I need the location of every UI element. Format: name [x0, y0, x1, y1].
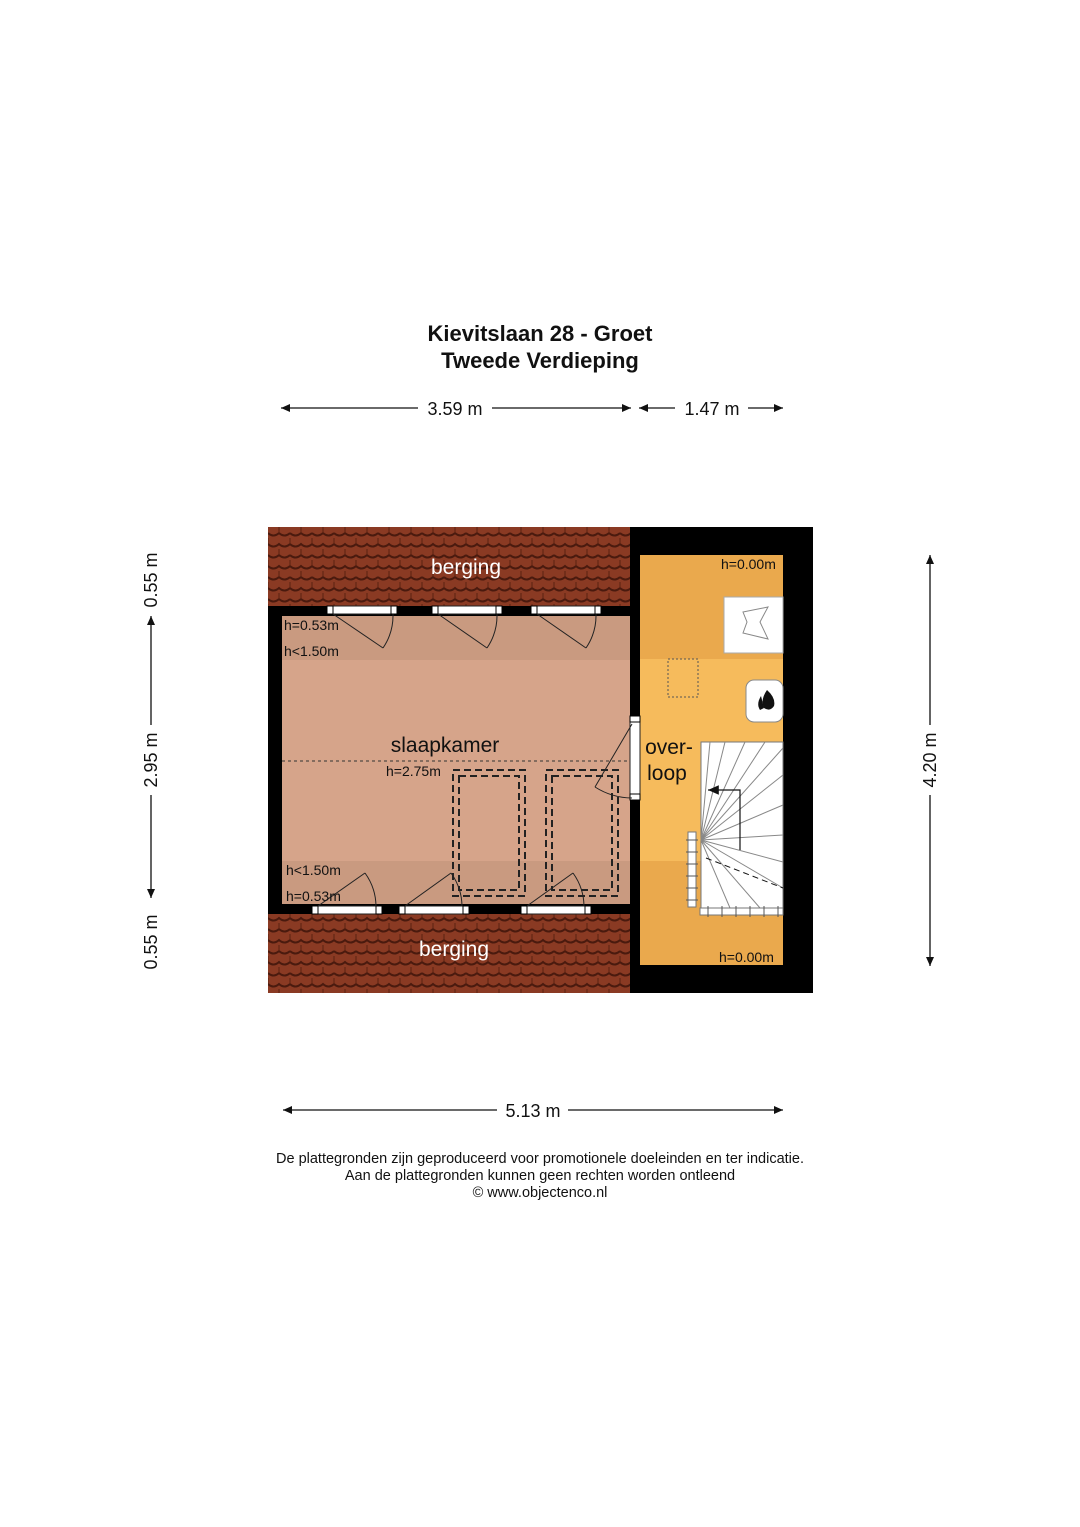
dimension-bottom	[283, 1101, 783, 1121]
plan-title: Kievitslaan 28 - Groet	[427, 321, 653, 346]
height-label: h<1.50m	[284, 643, 339, 659]
dimension-top-right	[639, 399, 783, 419]
svg-text:0.55 m: 0.55 m	[141, 552, 161, 608]
disclaimer-line-2: Aan de plattegronden kunnen geen rechten worden ontleend	[344, 1168, 736, 1184]
height-label: h=0.00m	[721, 556, 776, 572]
attic-hatch	[724, 597, 783, 653]
svg-text:2.95 m: 2.95 m	[141, 732, 161, 788]
room-label-landing-1: over-	[645, 736, 693, 759]
room-label-storage-bottom: berging	[418, 938, 490, 961]
copyright-link[interactable]: © www.objectenco.nl	[472, 1185, 608, 1201]
dimension-right	[920, 555, 940, 966]
svg-text:1.47 m: 1.47 m	[684, 399, 740, 419]
height-label: h=0.53m	[286, 888, 341, 904]
disclaimer-line-1: De plattegronden zijn geproduceerd voor promotionele doeleinden en ter indicatie.	[276, 1151, 804, 1167]
boiler	[746, 680, 783, 722]
room-label-bedroom: slaapkamer	[390, 734, 500, 757]
floor-name: Tweede Verdieping	[441, 348, 639, 373]
svg-text:5.13 m: 5.13 m	[505, 1101, 561, 1121]
height-label: h<1.50m	[286, 862, 341, 878]
height-label: h=0.53m	[284, 617, 339, 633]
room-label-storage-top: berging	[430, 556, 502, 579]
svg-text:3.59 m: 3.59 m	[427, 399, 483, 419]
svg-text:4.20 m: 4.20 m	[920, 732, 940, 788]
height-label: h=0.00m	[719, 949, 774, 965]
room-label-landing-2: loop	[647, 762, 687, 785]
staircase	[686, 742, 783, 917]
dimension-left	[141, 552, 161, 969]
svg-text:0.55 m: 0.55 m	[141, 914, 161, 970]
height-label: h=2.75m	[386, 763, 441, 779]
dimension-top-left	[281, 399, 631, 419]
